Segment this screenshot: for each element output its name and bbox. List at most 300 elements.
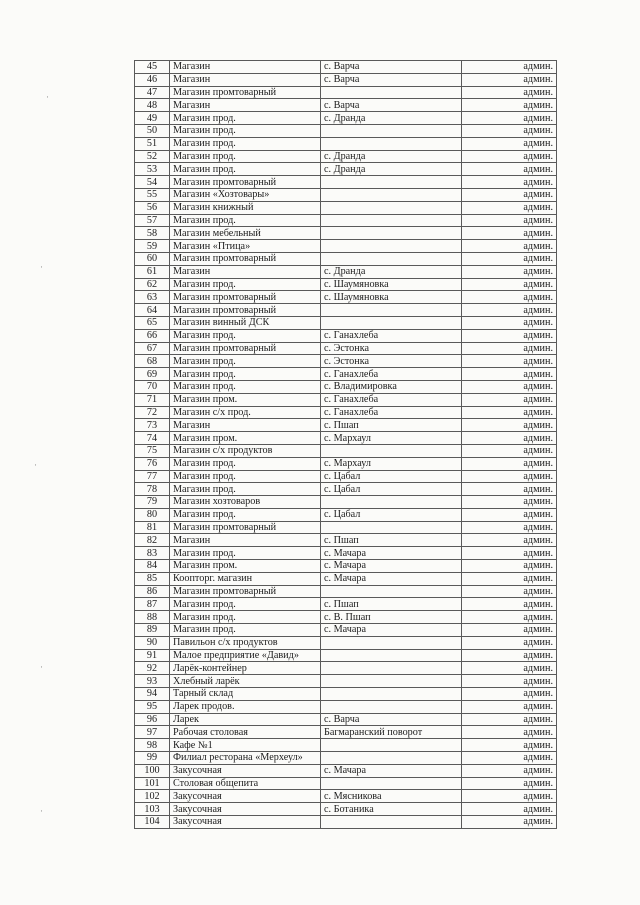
location-cell xyxy=(321,201,462,214)
table-row xyxy=(135,496,557,509)
table-row xyxy=(135,585,557,598)
table-row xyxy=(135,675,557,688)
object-type-cell: Магазин пром. xyxy=(170,560,321,573)
ownership-cell: админ. xyxy=(462,790,557,803)
location-cell: с. Мачара xyxy=(321,547,462,560)
registry-table-body xyxy=(135,61,557,829)
location-cell: с. Варча xyxy=(321,99,462,112)
location-cell xyxy=(321,214,462,227)
table-row xyxy=(135,304,557,317)
row-number-cell: 47 xyxy=(135,86,170,99)
location-cell xyxy=(321,662,462,675)
row-number-cell: 71 xyxy=(135,393,170,406)
object-type-cell: Магазин прод. xyxy=(170,611,321,624)
row-number-cell: 81 xyxy=(135,521,170,534)
ownership-cell: админ. xyxy=(462,73,557,86)
location-cell: с. Ганахлеба xyxy=(321,368,462,381)
row-number-cell: 74 xyxy=(135,432,170,445)
object-type-cell: Ларек xyxy=(170,713,321,726)
table-row xyxy=(135,291,557,304)
object-type-cell: Магазин прод. xyxy=(170,355,321,368)
location-cell xyxy=(321,124,462,137)
row-number-cell: 53 xyxy=(135,163,170,176)
object-type-cell: Павильон с/х продуктов xyxy=(170,636,321,649)
object-type-cell: Магазин промтоварный xyxy=(170,176,321,189)
object-type-cell: Коопторг. магазин xyxy=(170,572,321,585)
row-number-cell: 60 xyxy=(135,252,170,265)
table-row xyxy=(135,713,557,726)
object-type-cell: Магазин прод. xyxy=(170,457,321,470)
registry-table xyxy=(134,60,557,829)
table-row xyxy=(135,726,557,739)
table-row xyxy=(135,73,557,86)
ownership-cell: админ. xyxy=(462,534,557,547)
row-number-cell: 82 xyxy=(135,534,170,547)
ownership-cell: админ. xyxy=(462,611,557,624)
table-row xyxy=(135,803,557,816)
row-number-cell: 83 xyxy=(135,547,170,560)
ownership-cell: админ. xyxy=(462,649,557,662)
row-number-cell: 101 xyxy=(135,777,170,790)
location-cell xyxy=(321,777,462,790)
row-number-cell: 73 xyxy=(135,419,170,432)
table-row xyxy=(135,419,557,432)
table-row xyxy=(135,483,557,496)
ownership-cell: админ. xyxy=(462,764,557,777)
object-type-cell: Магазин xyxy=(170,534,321,547)
table-row xyxy=(135,329,557,342)
location-cell xyxy=(321,444,462,457)
location-cell: с. Цабал xyxy=(321,483,462,496)
location-cell xyxy=(321,496,462,509)
location-cell: с. Дранда xyxy=(321,112,462,125)
table-row xyxy=(135,252,557,265)
object-type-cell: Магазин прод. xyxy=(170,624,321,637)
ownership-cell: админ. xyxy=(462,547,557,560)
ownership-cell: админ. xyxy=(462,163,557,176)
ownership-cell: админ. xyxy=(462,380,557,393)
location-cell xyxy=(321,816,462,829)
table-row xyxy=(135,188,557,201)
row-number-cell: 57 xyxy=(135,214,170,227)
ownership-cell: админ. xyxy=(462,496,557,509)
table-row xyxy=(135,355,557,368)
row-number-cell: 89 xyxy=(135,624,170,637)
row-number-cell: 48 xyxy=(135,99,170,112)
row-number-cell: 80 xyxy=(135,508,170,521)
object-type-cell: Магазин xyxy=(170,265,321,278)
table-row xyxy=(135,611,557,624)
object-type-cell: Магазин xyxy=(170,99,321,112)
table-row xyxy=(135,150,557,163)
row-number-cell: 67 xyxy=(135,342,170,355)
object-type-cell: Магазин прод. xyxy=(170,150,321,163)
location-cell: Багмаранский поворот xyxy=(321,726,462,739)
table-row xyxy=(135,534,557,547)
ownership-cell: админ. xyxy=(462,688,557,701)
ownership-cell: админ. xyxy=(462,368,557,381)
row-number-cell: 52 xyxy=(135,150,170,163)
row-number-cell: 45 xyxy=(135,61,170,74)
table-row xyxy=(135,265,557,278)
row-number-cell: 66 xyxy=(135,329,170,342)
location-cell xyxy=(321,752,462,765)
row-number-cell: 100 xyxy=(135,764,170,777)
ownership-cell: админ. xyxy=(462,419,557,432)
ownership-cell: админ. xyxy=(462,278,557,291)
location-cell xyxy=(321,316,462,329)
ownership-cell: админ. xyxy=(462,585,557,598)
object-type-cell: Закусочная xyxy=(170,803,321,816)
ownership-cell: админ. xyxy=(462,214,557,227)
object-type-cell: Магазин прод. xyxy=(170,598,321,611)
table-row xyxy=(135,636,557,649)
location-cell: с. Мархаул xyxy=(321,457,462,470)
location-cell xyxy=(321,252,462,265)
table-row xyxy=(135,572,557,585)
ownership-cell: админ. xyxy=(462,777,557,790)
table-row xyxy=(135,560,557,573)
object-type-cell: Столовая общепита xyxy=(170,777,321,790)
ownership-cell: админ. xyxy=(462,444,557,457)
location-cell xyxy=(321,240,462,253)
row-number-cell: 75 xyxy=(135,444,170,457)
ownership-cell: админ. xyxy=(462,150,557,163)
table-row xyxy=(135,662,557,675)
object-type-cell: Магазин прод. xyxy=(170,547,321,560)
object-type-cell: Магазин прод. xyxy=(170,163,321,176)
row-number-cell: 103 xyxy=(135,803,170,816)
object-type-cell: Магазин промтоварный xyxy=(170,342,321,355)
row-number-cell: 61 xyxy=(135,265,170,278)
row-number-cell: 76 xyxy=(135,457,170,470)
ownership-cell: админ. xyxy=(462,240,557,253)
ownership-cell: админ. xyxy=(462,560,557,573)
row-number-cell: 102 xyxy=(135,790,170,803)
location-cell xyxy=(321,227,462,240)
location-cell: с. Мачара xyxy=(321,560,462,573)
table-row xyxy=(135,444,557,457)
location-cell: с. Ботаника xyxy=(321,803,462,816)
table-row xyxy=(135,112,557,125)
location-cell: с. Мархаул xyxy=(321,432,462,445)
ownership-cell: админ. xyxy=(462,803,557,816)
ownership-cell: админ. xyxy=(462,137,557,150)
row-number-cell: 55 xyxy=(135,188,170,201)
location-cell: с. Пшап xyxy=(321,598,462,611)
row-number-cell: 97 xyxy=(135,726,170,739)
ownership-cell: админ. xyxy=(462,752,557,765)
ownership-cell: админ. xyxy=(462,329,557,342)
table-row xyxy=(135,214,557,227)
location-cell: с. Мачара xyxy=(321,572,462,585)
row-number-cell: 58 xyxy=(135,227,170,240)
row-number-cell: 95 xyxy=(135,700,170,713)
row-number-cell: 62 xyxy=(135,278,170,291)
location-cell xyxy=(321,521,462,534)
scan-smudge-mark: · xyxy=(34,460,37,470)
row-number-cell: 65 xyxy=(135,316,170,329)
table-row xyxy=(135,624,557,637)
table-row xyxy=(135,240,557,253)
scan-smudge-mark: · xyxy=(40,662,43,672)
object-type-cell: Магазин прод. xyxy=(170,137,321,150)
location-cell: с. Шаумяновка xyxy=(321,291,462,304)
object-type-cell: Магазин пром. xyxy=(170,393,321,406)
location-cell xyxy=(321,188,462,201)
table-row xyxy=(135,406,557,419)
row-number-cell: 49 xyxy=(135,112,170,125)
location-cell: с. Дранда xyxy=(321,265,462,278)
ownership-cell: админ. xyxy=(462,624,557,637)
ownership-cell: админ. xyxy=(462,508,557,521)
location-cell: с. Варча xyxy=(321,61,462,74)
ownership-cell: админ. xyxy=(462,457,557,470)
object-type-cell: Магазин промтоварный xyxy=(170,304,321,317)
location-cell: с. В. Пшап xyxy=(321,611,462,624)
ownership-cell: админ. xyxy=(462,227,557,240)
location-cell: с. Цабал xyxy=(321,508,462,521)
location-cell xyxy=(321,700,462,713)
ownership-cell: админ. xyxy=(462,598,557,611)
location-cell: с. Шаумяновка xyxy=(321,278,462,291)
object-type-cell: Магазин промтоварный xyxy=(170,86,321,99)
row-number-cell: 87 xyxy=(135,598,170,611)
row-number-cell: 90 xyxy=(135,636,170,649)
row-number-cell: 46 xyxy=(135,73,170,86)
ownership-cell: админ. xyxy=(462,99,557,112)
object-type-cell: Ларёк-контейнер xyxy=(170,662,321,675)
object-type-cell: Магазин «Птица» xyxy=(170,240,321,253)
object-type-cell: Филиал ресторана «Мерхеул» xyxy=(170,752,321,765)
object-type-cell: Магазин промтоварный xyxy=(170,291,321,304)
table-row xyxy=(135,508,557,521)
row-number-cell: 70 xyxy=(135,380,170,393)
location-cell: с. Мясникова xyxy=(321,790,462,803)
table-row xyxy=(135,163,557,176)
location-cell: с. Пшап xyxy=(321,419,462,432)
table-row xyxy=(135,457,557,470)
ownership-cell: админ. xyxy=(462,483,557,496)
table-row xyxy=(135,227,557,240)
location-cell: с. Дранда xyxy=(321,163,462,176)
scan-smudge-mark: · xyxy=(46,92,49,102)
location-cell xyxy=(321,675,462,688)
location-cell: с. Эстонка xyxy=(321,342,462,355)
table-row xyxy=(135,380,557,393)
row-number-cell: 96 xyxy=(135,713,170,726)
object-type-cell: Магазин прод. xyxy=(170,278,321,291)
ownership-cell: админ. xyxy=(462,572,557,585)
ownership-cell: админ. xyxy=(462,124,557,137)
object-type-cell: Магазин прод. xyxy=(170,508,321,521)
location-cell: с. Варча xyxy=(321,73,462,86)
location-cell xyxy=(321,137,462,150)
object-type-cell: Магазин мебельный xyxy=(170,227,321,240)
row-number-cell: 94 xyxy=(135,688,170,701)
location-cell: с. Ганахлеба xyxy=(321,393,462,406)
object-type-cell: Магазин пром. xyxy=(170,432,321,445)
table-row xyxy=(135,61,557,74)
ownership-cell: админ. xyxy=(462,713,557,726)
table-row xyxy=(135,470,557,483)
table-row xyxy=(135,700,557,713)
ownership-cell: админ. xyxy=(462,636,557,649)
location-cell: с. Эстонка xyxy=(321,355,462,368)
ownership-cell: админ. xyxy=(462,470,557,483)
location-cell: с. Владимировка xyxy=(321,380,462,393)
ownership-cell: админ. xyxy=(462,316,557,329)
object-type-cell: Закусочная xyxy=(170,764,321,777)
row-number-cell: 99 xyxy=(135,752,170,765)
location-cell xyxy=(321,649,462,662)
object-type-cell: Магазин промтоварный xyxy=(170,585,321,598)
row-number-cell: 78 xyxy=(135,483,170,496)
ownership-cell: админ. xyxy=(462,201,557,214)
row-number-cell: 56 xyxy=(135,201,170,214)
table-row xyxy=(135,777,557,790)
location-cell xyxy=(321,585,462,598)
row-number-cell: 63 xyxy=(135,291,170,304)
object-type-cell: Магазин хозтоваров xyxy=(170,496,321,509)
ownership-cell: админ. xyxy=(462,739,557,752)
ownership-cell: админ. xyxy=(462,252,557,265)
table-row xyxy=(135,316,557,329)
row-number-cell: 98 xyxy=(135,739,170,752)
location-cell xyxy=(321,86,462,99)
row-number-cell: 51 xyxy=(135,137,170,150)
object-type-cell: Магазин с/х прод. xyxy=(170,406,321,419)
table-row xyxy=(135,342,557,355)
table-row xyxy=(135,86,557,99)
table-row xyxy=(135,649,557,662)
ownership-cell: админ. xyxy=(462,816,557,829)
location-cell: с. Ганахлеба xyxy=(321,329,462,342)
object-type-cell: Магазин винный ДСК xyxy=(170,316,321,329)
location-cell xyxy=(321,688,462,701)
table-row xyxy=(135,393,557,406)
object-type-cell: Закусочная xyxy=(170,790,321,803)
ownership-cell: админ. xyxy=(462,662,557,675)
location-cell: с. Варча xyxy=(321,713,462,726)
ownership-cell: админ. xyxy=(462,393,557,406)
object-type-cell: Магазин прод. xyxy=(170,483,321,496)
ownership-cell: админ. xyxy=(462,188,557,201)
row-number-cell: 93 xyxy=(135,675,170,688)
table-row xyxy=(135,739,557,752)
row-number-cell: 68 xyxy=(135,355,170,368)
row-number-cell: 92 xyxy=(135,662,170,675)
table-row xyxy=(135,598,557,611)
ownership-cell: админ. xyxy=(462,700,557,713)
ownership-cell: админ. xyxy=(462,176,557,189)
row-number-cell: 69 xyxy=(135,368,170,381)
row-number-cell: 54 xyxy=(135,176,170,189)
ownership-cell: админ. xyxy=(462,342,557,355)
table-row xyxy=(135,124,557,137)
table-row xyxy=(135,790,557,803)
ownership-cell: админ. xyxy=(462,355,557,368)
table-row xyxy=(135,201,557,214)
location-cell: с. Цабал xyxy=(321,470,462,483)
table-row xyxy=(135,176,557,189)
object-type-cell: Кафе №1 xyxy=(170,739,321,752)
ownership-cell: админ. xyxy=(462,726,557,739)
object-type-cell: Тарный склад xyxy=(170,688,321,701)
object-type-cell: Магазин с/х продуктов xyxy=(170,444,321,457)
object-type-cell: Магазин прод. xyxy=(170,368,321,381)
scan-smudge-mark: · xyxy=(40,806,43,816)
row-number-cell: 104 xyxy=(135,816,170,829)
ownership-cell: админ. xyxy=(462,291,557,304)
row-number-cell: 50 xyxy=(135,124,170,137)
ownership-cell: админ. xyxy=(462,86,557,99)
scan-smudge-mark: · xyxy=(40,262,43,272)
row-number-cell: 59 xyxy=(135,240,170,253)
object-type-cell: Магазин xyxy=(170,61,321,74)
row-number-cell: 84 xyxy=(135,560,170,573)
object-type-cell: Магазин прод. xyxy=(170,329,321,342)
location-cell xyxy=(321,636,462,649)
ownership-cell: админ. xyxy=(462,112,557,125)
object-type-cell: Магазин промтоварный xyxy=(170,252,321,265)
table-row xyxy=(135,816,557,829)
object-type-cell: Магазин xyxy=(170,73,321,86)
row-number-cell: 77 xyxy=(135,470,170,483)
row-number-cell: 91 xyxy=(135,649,170,662)
table-row xyxy=(135,521,557,534)
ownership-cell: админ. xyxy=(462,432,557,445)
location-cell xyxy=(321,176,462,189)
table-row xyxy=(135,764,557,777)
table-row xyxy=(135,432,557,445)
object-type-cell: Магазин «Хозтовары» xyxy=(170,188,321,201)
ownership-cell: админ. xyxy=(462,406,557,419)
object-type-cell: Малое предприятие «Давид» xyxy=(170,649,321,662)
row-number-cell: 86 xyxy=(135,585,170,598)
location-cell: с. Пшап xyxy=(321,534,462,547)
ownership-cell: админ. xyxy=(462,675,557,688)
object-type-cell: Магазин прод. xyxy=(170,214,321,227)
object-type-cell: Магазин прод. xyxy=(170,470,321,483)
row-number-cell: 64 xyxy=(135,304,170,317)
object-type-cell: Ларек продов. xyxy=(170,700,321,713)
table-row xyxy=(135,137,557,150)
ownership-cell: админ. xyxy=(462,265,557,278)
table-row xyxy=(135,278,557,291)
object-type-cell: Закусочная xyxy=(170,816,321,829)
table-row xyxy=(135,752,557,765)
object-type-cell: Магазин промтоварный xyxy=(170,521,321,534)
row-number-cell: 88 xyxy=(135,611,170,624)
row-number-cell: 72 xyxy=(135,406,170,419)
location-cell: с. Ганахлеба xyxy=(321,406,462,419)
object-type-cell: Хлебный ларёк xyxy=(170,675,321,688)
object-type-cell: Магазин прод. xyxy=(170,112,321,125)
location-cell: с. Мачара xyxy=(321,624,462,637)
object-type-cell: Магазин xyxy=(170,419,321,432)
row-number-cell: 79 xyxy=(135,496,170,509)
table-row xyxy=(135,688,557,701)
location-cell: с. Дранда xyxy=(321,150,462,163)
table-row xyxy=(135,547,557,560)
object-type-cell: Магазин прод. xyxy=(170,380,321,393)
location-cell xyxy=(321,304,462,317)
ownership-cell: админ. xyxy=(462,304,557,317)
ownership-cell: админ. xyxy=(462,61,557,74)
object-type-cell: Рабочая столовая xyxy=(170,726,321,739)
location-cell: с. Мачара xyxy=(321,764,462,777)
